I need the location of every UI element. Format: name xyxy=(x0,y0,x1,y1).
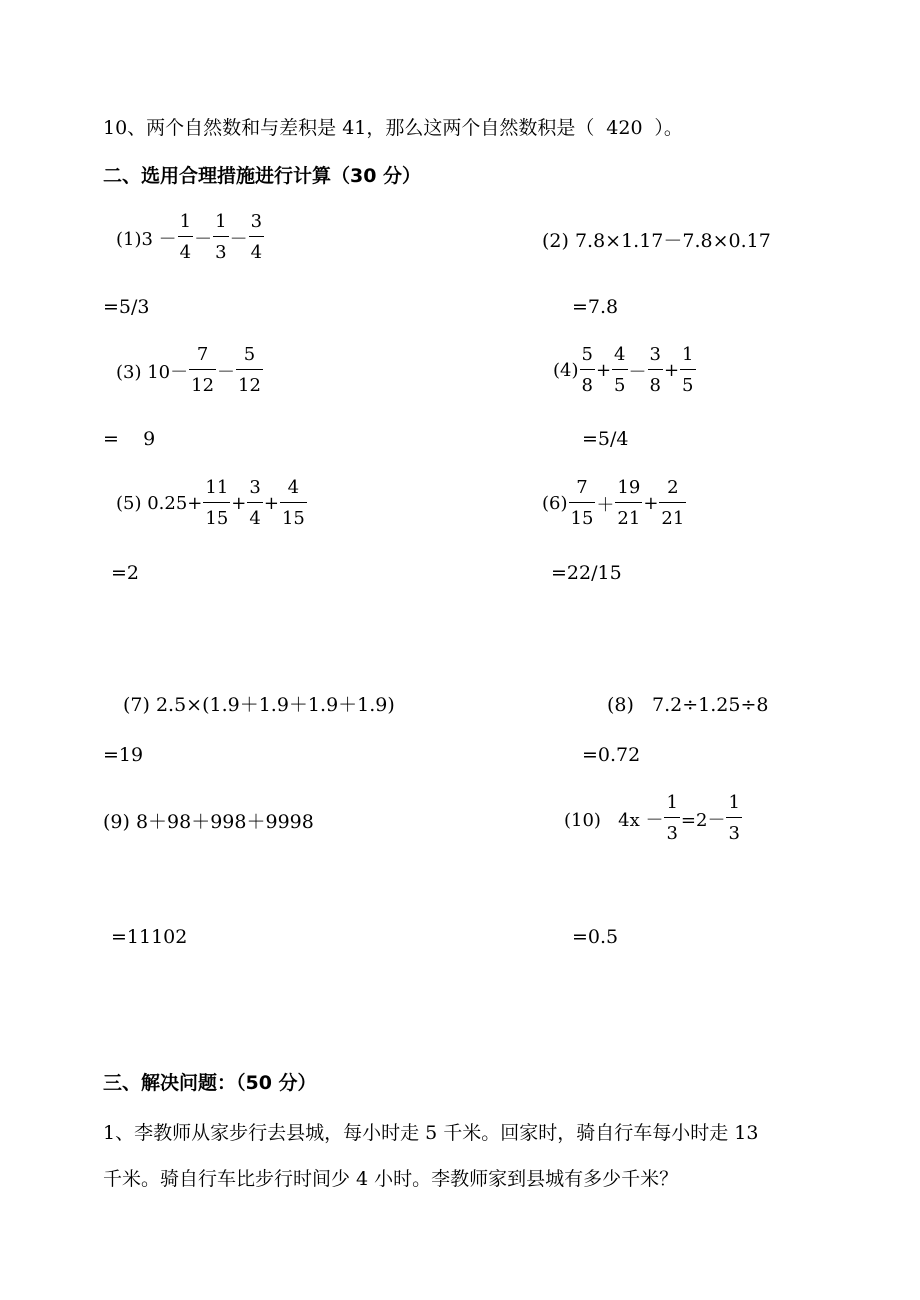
problem-7: (7) 2.5×(1.9＋1.9＋1.9＋1.9) xyxy=(123,694,395,716)
fraction-denominator: 21 xyxy=(617,508,641,529)
problem-4-label: (4) xyxy=(553,360,579,381)
fraction-bar xyxy=(726,817,741,818)
fraction xyxy=(615,478,642,529)
fraction-denominator: 8 xyxy=(581,375,593,396)
problem-10-label: (10) 4x － xyxy=(564,809,664,831)
fraction xyxy=(178,212,193,263)
problem-6 xyxy=(542,478,687,529)
fraction-bar xyxy=(178,236,193,237)
fraction-bar xyxy=(247,502,262,503)
operator: + xyxy=(595,360,612,381)
question-10 xyxy=(103,116,683,140)
fraction xyxy=(189,345,216,396)
fraction xyxy=(236,345,263,396)
problem-10-answer: =0.5 xyxy=(572,926,619,948)
fraction-bar xyxy=(612,369,627,370)
fraction-numerator: 11 xyxy=(205,477,229,498)
problem-5-label: (5) 0.25+ xyxy=(116,493,203,514)
fraction-numerator: 1 xyxy=(179,211,192,232)
fraction-numerator: 1 xyxy=(215,211,227,232)
fraction-denominator: 15 xyxy=(281,508,305,529)
problem-3-label: (3) 10－ xyxy=(116,361,189,383)
question-10-suffix: ）。 xyxy=(654,117,683,139)
problem-2-answer: =7.8 xyxy=(572,296,619,318)
problem-1-label: (1)3 － xyxy=(116,228,177,250)
fraction-bar xyxy=(615,502,642,503)
operator: － xyxy=(217,361,236,383)
operator: =2－ xyxy=(680,809,726,831)
fraction-denominator: 4 xyxy=(179,242,192,263)
fraction-denominator: 8 xyxy=(649,375,661,396)
fraction-numerator: 1 xyxy=(682,344,694,365)
fraction-numerator: 7 xyxy=(196,344,209,365)
fraction xyxy=(247,478,262,529)
fraction-bar xyxy=(189,369,216,370)
question-10-text: 10、两个自然数和与差积是 41，那么这两个自然数积是（ xyxy=(103,117,595,139)
operator: + xyxy=(231,493,247,514)
fraction xyxy=(203,478,230,529)
problem-7-answer: =19 xyxy=(103,744,144,766)
problem-9-answer: =11102 xyxy=(111,926,188,948)
problem-3 xyxy=(116,345,264,396)
fraction-denominator: 5 xyxy=(614,375,626,396)
section-3-title: 三、解决问题：（50 分） xyxy=(103,1072,317,1094)
problem-2: (2) 7.8×1.17－7.8×0.17 xyxy=(542,230,771,252)
problem-6-answer: =22/15 xyxy=(551,562,622,584)
fraction-denominator: 12 xyxy=(191,375,215,396)
problem-8-answer: =0.72 xyxy=(582,744,641,766)
fraction xyxy=(612,345,627,396)
fraction xyxy=(659,478,686,529)
fraction-bar xyxy=(569,502,596,503)
section-2-title: 二、选用合理措施进行计算（30 分） xyxy=(103,165,422,187)
fraction-bar xyxy=(203,502,230,503)
word-problem-1-line-2: 千米。骑自行车比步行时间少 4 小时。李教师家到县城有多少千米？ xyxy=(103,1168,679,1190)
operator: ＋ xyxy=(596,494,615,516)
fraction-numerator: 5 xyxy=(243,344,256,365)
fraction-bar xyxy=(280,502,307,503)
operator: + xyxy=(643,493,659,514)
problem-5 xyxy=(116,478,308,529)
fraction-bar xyxy=(213,236,228,237)
fraction xyxy=(569,478,596,529)
problem-8: (8) 7.2÷1.25÷8 xyxy=(607,694,769,716)
problem-3-answer: = 9 xyxy=(103,428,156,450)
problem-9: (9) 8＋98＋998＋9998 xyxy=(103,811,314,833)
operator: + xyxy=(663,360,680,381)
fraction-bar xyxy=(680,369,695,370)
fraction-denominator: 4 xyxy=(249,508,261,529)
fraction-numerator: 3 xyxy=(249,477,261,498)
problem-4-answer: =5/4 xyxy=(582,428,629,450)
fraction-numerator: 1 xyxy=(728,792,740,813)
fraction-numerator: 2 xyxy=(667,477,679,498)
fraction-numerator: 1 xyxy=(666,792,678,813)
fraction xyxy=(680,345,695,396)
fraction-bar xyxy=(659,502,686,503)
fraction-denominator: 3 xyxy=(728,823,740,844)
fraction-bar xyxy=(664,817,679,818)
operator: － xyxy=(628,361,647,383)
fraction-numerator: 4 xyxy=(287,477,300,498)
operator: + xyxy=(263,493,279,514)
operator: － xyxy=(229,228,248,250)
fraction-denominator: 12 xyxy=(238,375,261,396)
fraction-bar xyxy=(249,236,264,237)
problem-4 xyxy=(553,345,697,396)
problem-6-label: (6) xyxy=(542,493,568,514)
fraction-denominator: 15 xyxy=(570,508,594,529)
operator: － xyxy=(194,228,213,250)
fraction xyxy=(664,793,679,844)
question-10-answer: 420 xyxy=(606,117,643,139)
fraction xyxy=(213,212,228,263)
fraction xyxy=(280,478,307,529)
fraction-denominator: 15 xyxy=(205,508,229,529)
problem-1 xyxy=(116,212,265,263)
problem-1-answer: =5/3 xyxy=(103,296,150,318)
fraction xyxy=(580,345,595,396)
fraction-numerator: 4 xyxy=(614,344,626,365)
fraction-denominator: 3 xyxy=(215,242,227,263)
fraction-denominator: 3 xyxy=(666,823,678,844)
fraction xyxy=(726,793,741,844)
fraction-denominator: 5 xyxy=(682,375,694,396)
fraction-denominator: 4 xyxy=(250,242,263,263)
fraction-numerator: 3 xyxy=(649,344,661,365)
problem-10 xyxy=(564,793,743,844)
fraction-denominator: 21 xyxy=(661,508,685,529)
fraction-bar xyxy=(648,369,663,370)
fraction-numerator: 3 xyxy=(250,211,263,232)
fraction-numerator: 7 xyxy=(576,477,588,498)
word-problem-1-line-1: 1、李教师从家步行去县城，每小时走 5 千米。回家时，骑自行车每小时走 13 xyxy=(103,1122,759,1144)
fraction-numerator: 5 xyxy=(581,344,593,365)
problem-5-answer: =2 xyxy=(111,562,140,584)
fraction xyxy=(648,345,663,396)
fraction xyxy=(249,212,264,263)
fraction-bar xyxy=(580,369,595,370)
fraction-numerator: 19 xyxy=(617,477,641,498)
fraction-bar xyxy=(236,369,263,370)
